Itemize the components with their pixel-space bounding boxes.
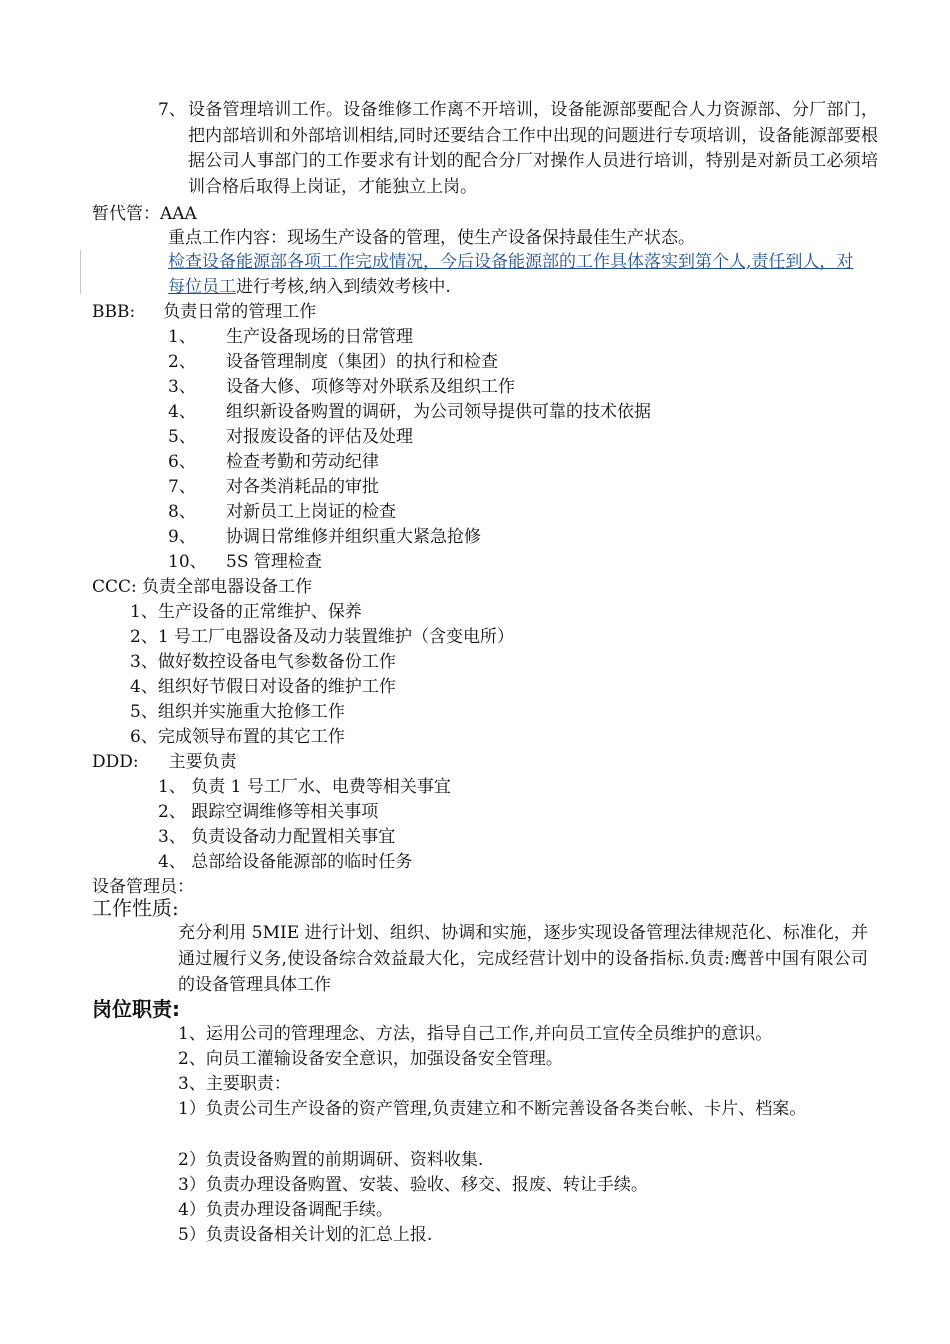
list-item: 5、组织并实施重大抢修工作 [130, 702, 345, 722]
nature-paragraph: 充分利用 5MIE 进行计划、组织、协调和实施，逐步实现设备管理法律规范化、标准化，并通过履行义务,使设备综合效益最大化，完成经营计划中的设备指标.负责:鹰普中国有限公司的设备管理具体工作 [178, 923, 868, 995]
ddd-heading [92, 750, 237, 774]
list-item [168, 450, 379, 474]
list-item: 1、生产设备的正常维护、保养 [130, 602, 362, 622]
list-item [168, 475, 379, 499]
item-text: 协调日常维修并组织重大紧急抢修 [226, 527, 481, 547]
item-text: 对新员工上岗证的检查 [226, 502, 396, 522]
list-item: 4、 总部给设备能源部的临时任务 [158, 852, 413, 872]
aaa-focus: 重点工作内容：现场生产设备的管理，使生产设备保持最佳生产状态。 [168, 228, 695, 248]
item-number: 2、 [168, 352, 196, 372]
ddd-label: DDD: [92, 752, 139, 772]
list-item [168, 375, 515, 399]
item-number: 7、 [158, 100, 186, 120]
aaa-rest-text: 进行考核,纳入到绩效考核中. [236, 277, 451, 297]
list-item [168, 550, 322, 574]
aaa-check-paragraph [168, 250, 868, 300]
sub-list-item: 2）负责设备购置的前期调研、资料收集. [178, 1150, 484, 1170]
item-text: 对各类消耗品的审批 [226, 477, 379, 497]
item-text: 5S 管理检查 [226, 552, 322, 572]
item-text: 设备管理培训工作。设备维修工作离不开培训，设备能源部要配合人力资源部、分厂部门，把内部培训和外部培训相结,同时还要结合工作中出现的问题进行专项培训，设备能源部要根据公司人事部门的工作要求有计划的配合分厂对操作人员进行培训，特别是对新员工必须培训合格后取得上岗证，才能独立上岗。 [188, 100, 878, 197]
list-item: 1、运用公司的管理理念、方法，指导自己工作,并向员工宣传全员维护的意识。 [178, 1024, 773, 1044]
list-item: 3、主要职责： [178, 1074, 291, 1094]
item-number: 7、 [168, 477, 196, 497]
item-number: 6、 [168, 452, 196, 472]
list-item: 3、做好数控设备电气参数备份工作 [130, 652, 396, 672]
item-text: 组织新设备购置的调研，为公司领导提供可靠的技术依据 [226, 402, 651, 422]
revision-bar [80, 250, 81, 294]
aaa-link-text[interactable]: 检查设备能源部各项工作完成情况，今后设备能源部的工作具体落实到第个人,责任到人，对每位员工 [168, 252, 854, 297]
list-item: 4、组织好节假日对设备的维护工作 [130, 677, 396, 697]
item-text: 生产设备现场的日常管理 [226, 327, 413, 347]
sub-list-item: 3）负责办理设备购置、安装、验收、移交、报废、转让手续。 [178, 1175, 648, 1195]
list-item [168, 525, 481, 549]
sub-list-item: 4）负责办理设备调配手续。 [178, 1200, 393, 1220]
list-item [168, 325, 413, 349]
duties-heading: 岗位职责: [92, 997, 180, 1021]
list-item [168, 350, 498, 374]
aaa-label: 暂代管：AAA [92, 204, 197, 224]
list-item: 2、1 号工厂电器设备及动力装置维护（含变电所） [130, 627, 515, 647]
list-item [168, 500, 396, 524]
item-text: 设备管理制度（集团）的执行和检查 [226, 352, 498, 372]
list-item: 6、完成领导布置的其它工作 [130, 727, 345, 747]
item-text: 设备大修、项修等对外联系及组织工作 [226, 377, 515, 397]
list-item: 3、 负责设备动力配置相关事宜 [158, 827, 396, 847]
bbb-label: BBB: [92, 302, 136, 322]
item-text: 1）负责公司生产设备的资产管理,负责建立和不断完善设备各类台帐、卡片、档案。 [178, 1099, 807, 1119]
item-number: 3、 [168, 377, 196, 397]
item-number: 1、 [168, 327, 196, 347]
bbb-heading [92, 300, 316, 324]
sub-list-item: 5）负责设备相关计划的汇总上报. [178, 1225, 433, 1245]
item-number: 5、 [168, 427, 196, 447]
nature-heading: 工作性质: [92, 896, 179, 920]
item-number: 9、 [168, 527, 196, 547]
list-item [168, 425, 413, 449]
list-item: 1、 负责 1 号工厂水、电费等相关事宜 [158, 777, 451, 797]
ccc-heading: CCC: 负责全部电器设备工作 [92, 577, 313, 597]
ddd-desc: 主要负责 [168, 752, 237, 772]
bbb-desc: 负责日常的管理工作 [163, 302, 317, 322]
item-text: 对报废设备的评估及处理 [226, 427, 413, 447]
item-number: 10、 [168, 552, 207, 572]
list-item: 2、 跟踪空调维修等相关事项 [158, 802, 379, 822]
item-number: 8、 [168, 502, 196, 522]
list-item [168, 400, 651, 424]
list-item: 2、向员工灌输设备安全意识，加强设备安全管理。 [178, 1049, 563, 1069]
sub-list-item [178, 1096, 868, 1122]
manager-label: 设备管理员： [92, 877, 194, 897]
item-text: 检查考勤和劳动纪律 [226, 452, 379, 472]
training-paragraph [158, 98, 878, 200]
item-number: 4、 [168, 402, 196, 422]
